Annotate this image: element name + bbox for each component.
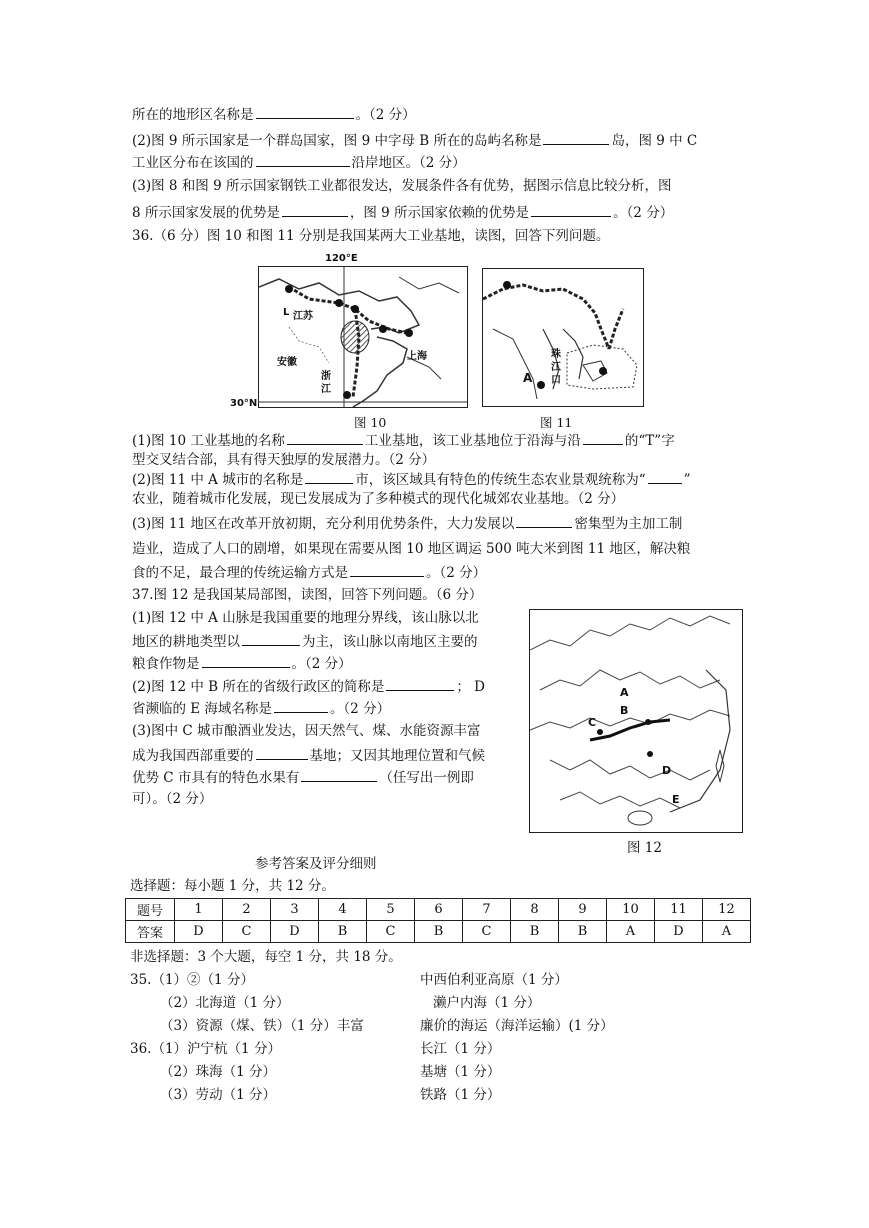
answer-row-left: 36.（1）沪宁杭（1 分） [130,1041,281,1057]
table-cell: A [607,921,655,943]
text: 成为我国西部重要的 [132,748,254,764]
table-cell: 3 [271,899,319,921]
answer-row-right: 中西伯利亚高原（1 分） [420,972,568,988]
table-cell: A [703,921,751,943]
table-cell: 11 [655,899,703,921]
figure-10-caption: 图 10 [354,415,387,430]
text: (1)图 10 工业基地的名称 [132,433,285,449]
text: (2)图 12 中 B 所在的省级行政区的简称是 [132,679,385,695]
answer-table [125,898,751,943]
non-mc-intro: 非选择题：3 个大题，每空 1 分，共 18 分。 [130,949,402,965]
text: 。（2 分） [613,205,674,221]
text: 食的不足，最合理的传统运输方式是 [132,565,348,581]
figure-12-map [529,609,743,833]
map-label: 江 [321,384,331,395]
q35-line-5 [132,203,673,222]
text: (2)图 9 所示国家是一个群岛国家，图 9 中字母 B 所在的岛屿名称是 [132,133,542,149]
figure-11-drawing [483,269,643,406]
text: 的“T”字 [624,433,675,449]
mc-intro: 选择题：每小题 1 分，共 12 分。 [130,878,335,894]
q35-line-3 [132,153,466,172]
q35-line-2 [132,131,697,150]
q37-p3-line2 [132,746,485,765]
table-cell: B [415,921,463,943]
answer-blank[interactable] [301,768,377,782]
text: 。（2 分） [291,656,352,672]
text: 沿岸地区。（2 分） [351,155,466,171]
answer-blank[interactable] [256,153,350,167]
table-cell: 7 [463,899,511,921]
answer-blank[interactable] [242,632,300,646]
answer-blank[interactable] [305,470,353,484]
table-row [126,921,751,943]
table-cell: C [463,921,511,943]
table-cell: 6 [415,899,463,921]
answer-row-left: （3）资源（煤、铁）（1 分）丰富 [160,1018,364,1034]
text: 岛，图 9 中 C [611,133,698,149]
q37-p3-line4: 可）。（2 分） [132,791,213,807]
q35-line-1 [132,105,416,124]
text: (2)图 11 中 A 城市的名称是 [132,472,304,488]
table-cell: B [319,921,367,943]
figure-12-drawing [530,610,742,832]
q37-p1-line1: (1)图 12 中 A 山脉是我国重要的地理分界线，该山脉以北 [132,610,479,626]
answer-blank[interactable] [202,654,290,668]
table-cell: 10 [607,899,655,921]
answer-blank[interactable] [543,131,609,145]
q36-p1-line2: 型交叉结合部，具有得天独厚的发展潜力。（2 分） [132,452,436,468]
answer-row-right: 铁路（1 分） [420,1087,501,1103]
answer-blank[interactable] [648,470,682,484]
q37-p1-line3 [132,654,352,673]
answer-blank[interactable] [282,203,348,217]
answer-row-left: 35.（1）②（1 分） [130,972,254,988]
text: 所在的地形区名称是 [132,107,254,123]
figure-11-caption: 图 11 [540,415,573,430]
answer-row-left: （2）北海道（1 分） [160,995,290,1011]
text: 省濒临的 E 海域名称是 [132,701,272,717]
text: ” [683,472,691,488]
map-label-a: A [620,686,629,699]
table-cell: D [271,921,319,943]
table-cell: C [367,921,415,943]
table-cell: B [559,921,607,943]
q37-p1-line2 [132,632,478,651]
answer-blank[interactable] [256,105,354,119]
q37-p2-line2 [132,699,390,718]
map-label-jiangsu: 江苏 [293,311,313,322]
text: 8 所示国家发展的优势是 [132,205,280,221]
text: 基地；又因其地理位置和气候 [309,748,485,764]
map-label: 浙 [321,371,331,382]
answer-label: 答案 [126,921,175,943]
table-cell: D [655,921,703,943]
map-label-anhui: 安徽 [277,357,297,368]
answer-blank[interactable] [583,431,623,445]
text: 优势 C 市具有的特色水果有 [132,770,300,786]
table-cell: 5 [367,899,415,921]
q36-p3-line3 [132,563,486,582]
text: 工业区分布在该国的 [132,155,254,171]
table-cell: C [223,921,271,943]
latitude-label: 30°N [230,398,258,409]
answer-blank[interactable] [274,699,328,713]
q36-p3-line1 [132,514,682,533]
longitude-label: 120°E [325,253,358,264]
map-label-d: D [662,764,672,777]
q37-p2-line1 [132,677,485,696]
answer-row-left: （2）珠海（1 分） [160,1064,276,1080]
text: 。（2 分） [355,107,416,123]
q37-p3-line1: (3)图中 C 城市酿酒业发达，因天然气、煤、水能资源丰富 [132,723,481,739]
text: 。（2 分） [329,701,391,717]
text: 市，该区域具有特色的传统生态农业景观统称为“ [355,472,646,488]
q37-intro: 37.图 12 是我国某局部图，读图，回答下列问题。（6 分） [132,587,483,603]
map-label-b: B [620,704,629,717]
q37-p3-line3 [132,768,474,787]
answer-blank[interactable] [516,514,572,528]
answer-row-right: 基塘（1 分） [420,1064,501,1080]
table-row [126,899,751,921]
map-label: 江 [551,362,561,373]
text: ，图 9 所示国家依赖的优势是 [349,205,530,221]
text: 工业基地，该工业基地位于沿海与沿 [364,433,581,449]
answer-blank[interactable] [386,677,454,691]
table-cell: 4 [319,899,367,921]
answers-title: 参考答案及评分细则 [255,856,377,872]
map-label-e: E [672,793,680,806]
map-label-shanghai: 上海 [407,351,427,362]
table-cell: 8 [511,899,559,921]
figure-10-map [258,266,468,408]
table-cell: 9 [559,899,607,921]
map-label-c: C [588,716,597,729]
text: 为主，该山脉以南地区主要的 [302,634,478,650]
table-cell: 1 [175,899,223,921]
table-cell: 2 [223,899,271,921]
q36-p3-line2: 造业，造成了人口的剧增，如果现在需要从图 10 地区调运 500 吨大米到图 11 地区，解决粮 [132,541,691,557]
figure-12-caption: 图 12 [627,840,662,856]
map-label: L [283,307,290,318]
q36-p2-line2: 农业，随着城市化发展，现已发展成为了多种模式的现代化城郊农业基地。（2 分） [132,491,625,507]
answer-blank[interactable] [531,203,611,217]
answer-row-right: 濑户内海（1 分） [433,995,541,1011]
text: 密集型为主加工制 [574,516,683,532]
table-cell: 12 [703,899,751,921]
header-label: 题号 [126,899,175,921]
map-label-a: A [523,371,533,385]
figure-10-drawing [259,267,467,407]
table-cell: D [175,921,223,943]
text: ； D [456,679,486,695]
table-cell: B [511,921,559,943]
answer-blank[interactable] [256,746,308,760]
q36-p2-line1 [132,470,691,489]
answer-row-left: （3）劳动（1 分） [160,1087,276,1103]
text: 地区的耕地类型以 [132,634,240,650]
figure-11-map [482,268,644,407]
answer-blank[interactable] [350,563,424,577]
text: 粮食作物是 [132,656,200,672]
q36-p1-line1 [132,431,675,450]
q35-line-4: (3)图 8 和图 9 所示国家钢铁工业都很发达，发展条件各有优势，据图示信息比较分析，图 [132,178,672,194]
answer-blank[interactable] [287,431,363,445]
q36-intro: 36.（6 分）图 10 和图 11 分别是我国某两大工业基地，读图，回答下列问题。 [132,228,610,244]
map-label: 口 [551,375,561,386]
answer-row-right: 廉价的海运（海洋运输）(1 分） [420,1018,614,1034]
text: （任写出一例即 [379,770,474,786]
answer-row-right: 长江（1 分） [420,1041,501,1057]
text: 。（2 分） [426,565,487,581]
map-label: 珠 [551,349,561,360]
text: (3)图 11 地区在改革开放初期，充分利用优势条件，大力发展以 [132,516,515,532]
